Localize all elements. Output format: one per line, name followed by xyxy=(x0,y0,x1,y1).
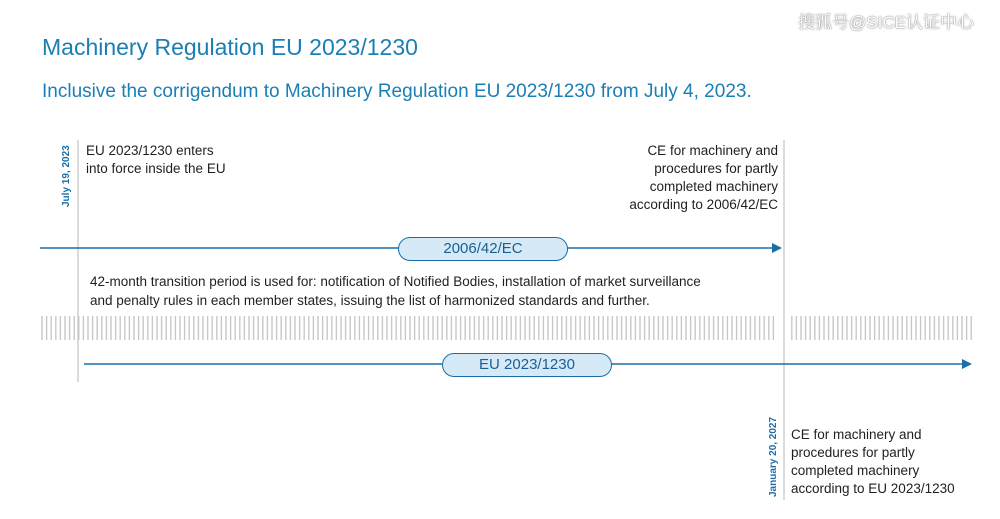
transition-divider xyxy=(42,316,971,340)
end-note-line: procedures for partly xyxy=(791,445,915,460)
start-note xyxy=(86,142,286,178)
end-note-line: according to EU 2023/1230 xyxy=(791,481,955,496)
old-directive-arrow-head xyxy=(772,243,782,253)
start-date-label: July 19, 2023 xyxy=(61,145,72,207)
old-directive-note-line: CE for machinery and xyxy=(647,143,778,158)
transition-note xyxy=(90,272,790,310)
old-directive-note xyxy=(578,142,778,214)
page-subtitle: Inclusive the corrigendum to Machinery Regulation EU 2023/1230 from July 4, 2023. xyxy=(42,81,752,102)
transition-note-line: and penalty rules in each member states, issuing the list of harmonized standards and further. xyxy=(90,293,650,308)
end-note xyxy=(791,426,996,498)
old-directive-note-line: completed machinery xyxy=(649,179,778,194)
old-directive-pill: 2006/42/EC xyxy=(398,237,568,261)
old-directive-note-line: procedures for partly xyxy=(654,161,778,176)
new-regulation-pill: EU 2023/1230 xyxy=(442,353,612,377)
end-note-line: completed machinery xyxy=(791,463,920,478)
watermark: 搜狐号@SICE认证中心 xyxy=(798,13,974,32)
new-regulation-arrow-head xyxy=(962,359,972,369)
end-note-line: CE for machinery and xyxy=(791,427,922,442)
old-directive-note-line: according to 2006/42/EC xyxy=(629,197,778,212)
transition-note-line: 42-month transition period is used for: notification of Notified Bodies, installation of market surveillance xyxy=(90,274,701,289)
start-note-line: EU 2023/1230 enters xyxy=(86,143,214,158)
end-date-label: January 20, 2027 xyxy=(768,416,779,497)
start-note-line: into force inside the EU xyxy=(86,161,226,176)
page-title: Machinery Regulation EU 2023/1230 xyxy=(42,34,418,60)
